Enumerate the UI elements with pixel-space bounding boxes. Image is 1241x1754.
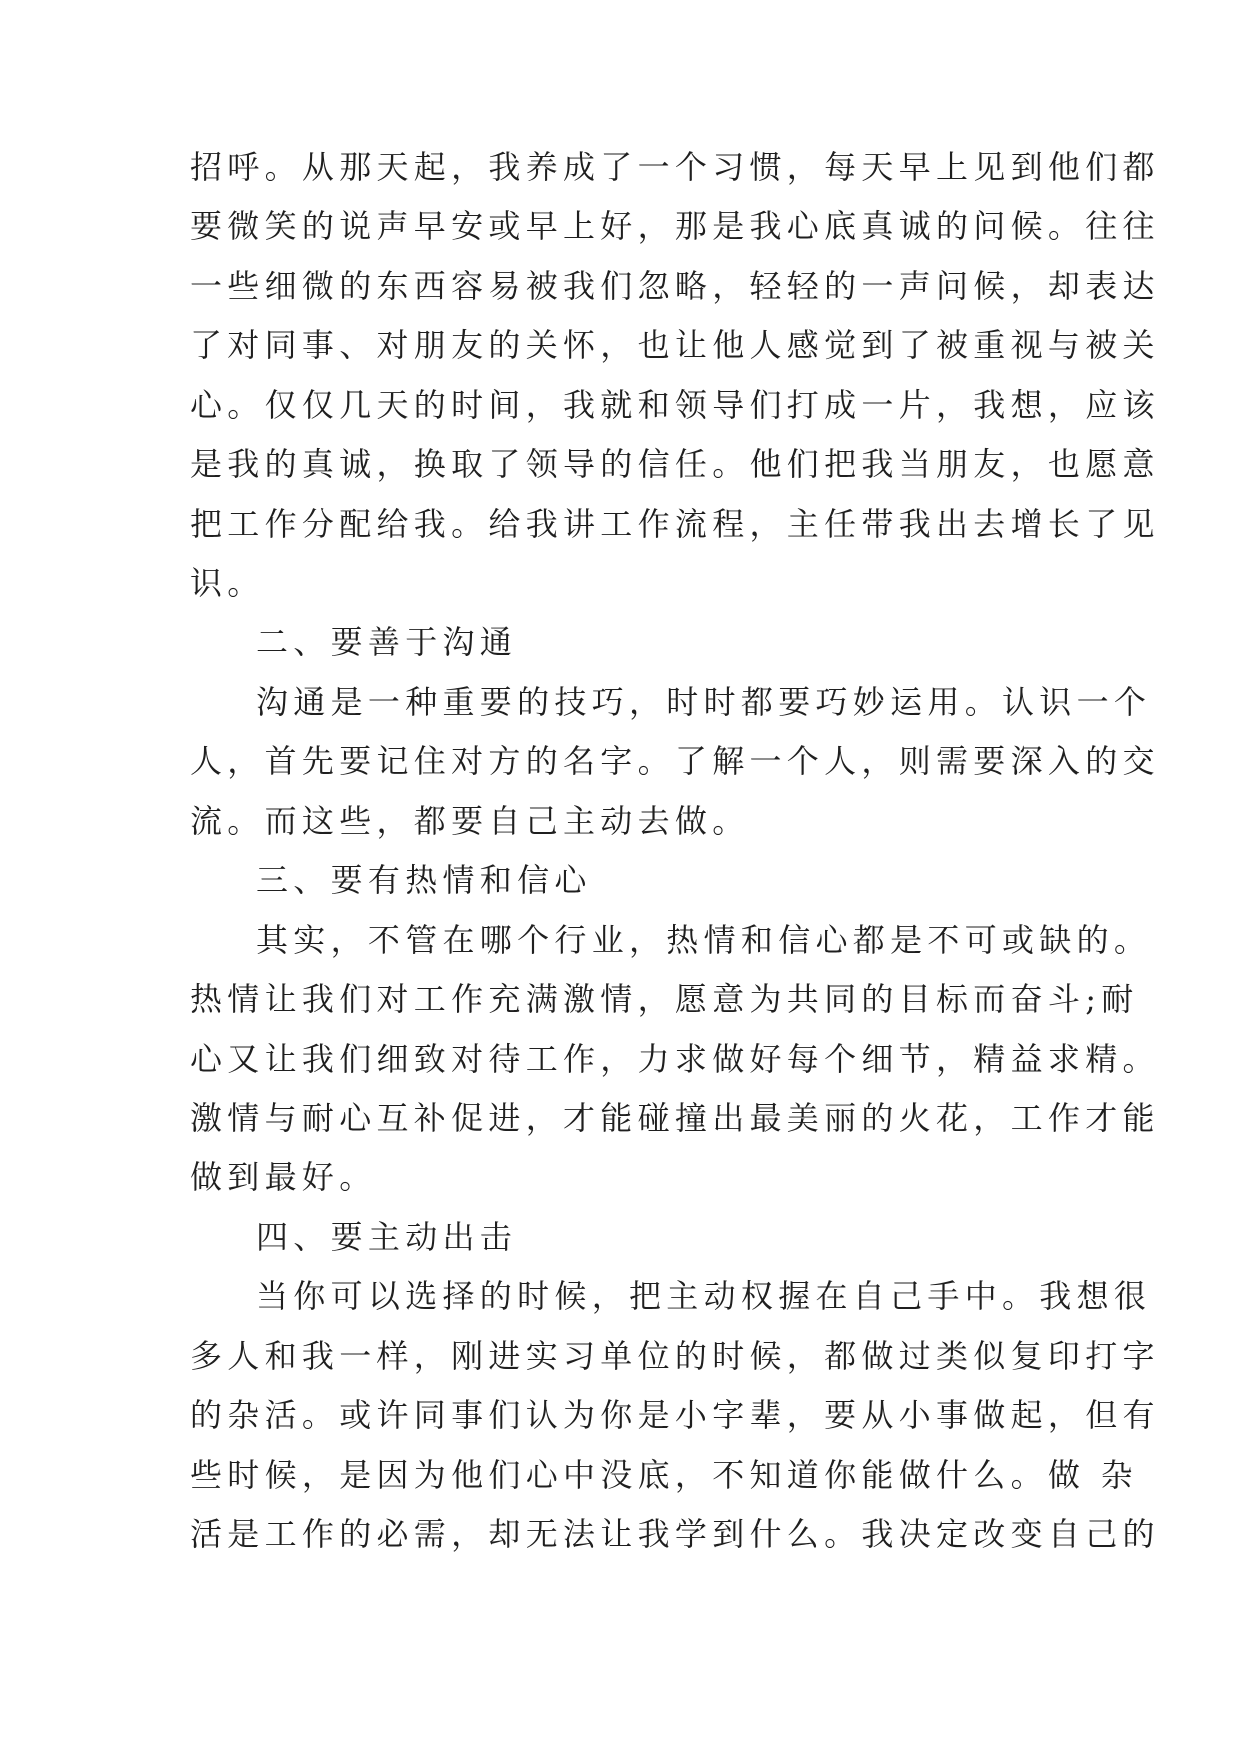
paragraph-first-line: 当你可以选择的时候，把主动权握在自己手中。我想很 [256, 1277, 1152, 1315]
text-line: 识。 [190, 564, 265, 602]
text-line: 心又让我们细致对待工作，力求做好每个细节，精益求精。 [190, 1040, 1160, 1078]
text-line: 是我的真诚，换取了领导的信任。他们把我当朋友，也愿意 [190, 445, 1160, 483]
text-line: 流。而这些，都要自己主动去做。 [190, 802, 750, 840]
text-line: 热情让我们对工作充满激情，愿意为共同的目标而奋斗;耐 [190, 980, 1139, 1018]
text-line: 招呼。从那天起，我养成了一个习惯，每天早上见到他们都 [190, 148, 1160, 186]
text-line: 了对同事、对朋友的关怀，也让他人感觉到了被重视与被关 [190, 326, 1160, 364]
text-line: 人，首先要记住对方的名字。了解一个人，则需要深入的交 [190, 742, 1160, 780]
text-line: 要微笑的说声早安或早上好，那是我心底真诚的问候。往往 [190, 207, 1160, 245]
paragraph-first-line: 沟通是一种重要的技巧，时时都要巧妙运用。认识一个 [256, 683, 1152, 721]
section-heading: 二、要善于沟通 [256, 623, 518, 661]
text-line: 多人和我一样，刚进实习单位的时候，都做过类似复印打字 [190, 1337, 1160, 1375]
text-line: 把工作分配给我。给我讲工作流程，主任带我出去增长了见 [190, 505, 1160, 543]
text-line: 激情与耐心互补促进，才能碰撞出最美丽的火花，工作才能 [190, 1099, 1160, 1137]
text-line: 活是工作的必需，却无法让我学到什么。我决定改变自己的 [190, 1515, 1160, 1553]
paragraph-first-line: 其实，不管在哪个行业，热情和信心都是不可或缺的。 [256, 921, 1152, 959]
section-heading: 三、要有热情和信心 [256, 861, 592, 899]
text-line: 一些细微的东西容易被我们忽略，轻轻的一声问候，却表达 [190, 267, 1160, 305]
text-line: 的杂活。或许同事们认为你是小字辈，要从小事做起，但有 [190, 1396, 1160, 1434]
text-line: 做到最好。 [190, 1158, 377, 1196]
section-heading: 四、要主动出击 [256, 1218, 518, 1256]
text-line: 心。仅仅几天的时间，我就和领导们打成一片，我想，应该 [190, 386, 1160, 424]
text-line: 些时候，是因为他们心中没底，不知道你能做什么。做 杂 [190, 1456, 1138, 1494]
